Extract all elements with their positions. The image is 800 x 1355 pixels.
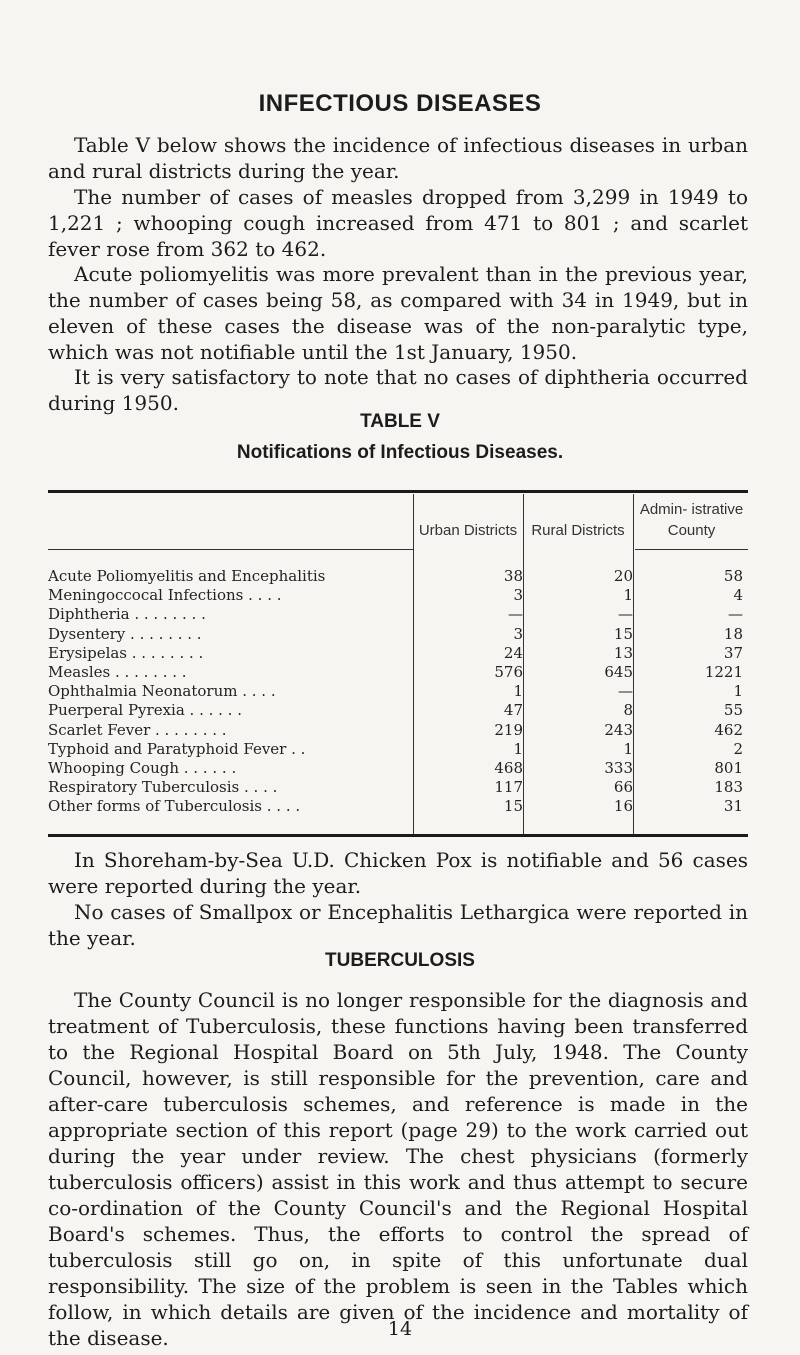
- column-header-county: Admin- istrative County: [639, 501, 744, 539]
- urban-value: 1: [513, 682, 523, 701]
- column-header-urban: Urban Districts: [418, 522, 518, 539]
- table-label: TABLE V: [360, 411, 440, 432]
- urban-value: —: [508, 605, 523, 624]
- rural-value: 13: [613, 643, 633, 662]
- disease-name: Erysipelas . . . . . . . .: [48, 643, 204, 662]
- after-paragraph-1: [48, 847, 748, 899]
- county-value: 462: [714, 720, 743, 739]
- disease-name: Respiratory Tuberculosis . . . .: [48, 778, 278, 797]
- urban-value: 576: [494, 663, 523, 681]
- intro-paragraph-1: [48, 132, 748, 184]
- rural-value: —: [618, 605, 633, 624]
- disease-name: Dysentery . . . . . . . .: [48, 624, 202, 643]
- urban-value: 15: [503, 797, 523, 816]
- urban-value: 219: [494, 720, 523, 739]
- county-value: 31: [723, 797, 743, 816]
- table-row: [48, 663, 748, 681]
- urban-value: 24: [503, 643, 523, 662]
- county-value: 18: [723, 624, 743, 643]
- disease-name: Acute Poliomyelitis and Encephalitis: [48, 567, 326, 585]
- table-row: [48, 605, 748, 623]
- disease-name: Scarlet Fever . . . . . . . .: [48, 720, 227, 739]
- rural-value: 16: [613, 797, 633, 816]
- urban-value: 47: [503, 701, 523, 720]
- disease-name: Puerperal Pyrexia . . . . . .: [48, 701, 242, 720]
- table-bottom-rule: [48, 834, 748, 837]
- rural-value: 66: [613, 778, 633, 797]
- table-row: [48, 701, 748, 719]
- table-row: [48, 721, 748, 739]
- table-row: [48, 644, 748, 662]
- table-row: [48, 759, 748, 777]
- rural-value: 15: [613, 624, 633, 643]
- table-row: [48, 567, 748, 585]
- rural-value: 243: [604, 720, 633, 739]
- disease-name: Meningoccocal Infections . . . .: [48, 586, 282, 605]
- rural-value: 20: [613, 567, 633, 585]
- rural-value: 8: [623, 701, 633, 720]
- tuberculosis-text: The County Council is no longer responsible for the diagnosis and treatment of Tuberculosis, these functions having been transferred to the Regional Hospital Board on 5th July, 1948. The County Council, however, is still responsible for the prevention, care and after-care tuberculosis schemes, and reference is made in the appropriate section of this report (page 29) to the work carried out during the year under review. The chest physicians (formerly tuberculosis officers) assist in this work and thus attempt to secure co-ordination of the County Council's and the Regional Hospital Board's schemes. Thus, the efforts to control the spread of tuberculosis still go on, in spite of this unfortunate dual responsibility. The size of the problem is seen in the Tables which follow, in which details are given of the incidence and mortality of the disease.: [48, 988, 748, 1350]
- intro-text-4: It is very satisfactory to note that no cases of diphtheria occurred during 1950.: [48, 365, 748, 415]
- page-number: 14: [387, 1318, 413, 1340]
- intro-text-2: The number of cases of measles dropped from 3,299 in 1949 to 1,221 ; whooping cough increased from 471 to 801 ; and scarlet fever rose from 362 to 462.: [48, 185, 748, 261]
- intro-text-3: Acute poliomyelitis was more prevalent than in the previous year, the number of cases being 58, as compared with 34 in 1949, but in eleven of these cases the disease was of the non-paralytic type, which was not notifiable until the 1st January, 1950.: [48, 262, 748, 364]
- urban-value: 468: [494, 759, 523, 777]
- table-row: [48, 740, 748, 758]
- county-value: —: [728, 605, 743, 624]
- county-value: 1: [733, 682, 743, 701]
- table-row: [48, 797, 748, 815]
- table-caption: Notifications of Infectious Diseases.: [236, 442, 564, 463]
- county-value: 1221: [704, 663, 743, 681]
- table-header-rule: [48, 549, 413, 550]
- urban-value: 1: [513, 739, 523, 758]
- rural-value: —: [618, 682, 633, 701]
- section-heading-tuberculosis: TUBERCULOSIS: [325, 950, 475, 971]
- urban-value: 38: [503, 567, 523, 585]
- county-value: 58: [723, 567, 743, 585]
- table-header-rule: [635, 549, 748, 550]
- rural-value: 1: [623, 586, 633, 605]
- page-title: INFECTIOUS DISEASES: [258, 90, 542, 117]
- disease-name: Ophthalmia Neonatorum . . . .: [48, 682, 276, 701]
- table-row: [48, 586, 748, 604]
- county-value: 183: [714, 778, 743, 797]
- after-paragraph-2: [48, 899, 748, 951]
- tuberculosis-paragraph: [48, 987, 748, 1351]
- table-row: [48, 682, 748, 700]
- intro-text-1: Table V below shows the incidence of infectious diseases in urban and rural districts during the year.: [48, 133, 748, 183]
- disease-name: Diphtheria . . . . . . . .: [48, 605, 206, 624]
- disease-name: Measles . . . . . . . .: [48, 663, 187, 681]
- column-header-rural: Rural Districts: [531, 522, 625, 539]
- rural-value: 333: [604, 759, 633, 777]
- county-value: 4: [733, 586, 743, 605]
- urban-value: 3: [513, 624, 523, 643]
- intro-paragraph-4: [48, 364, 748, 416]
- county-value: 37: [723, 643, 743, 662]
- county-value: 2: [733, 739, 743, 758]
- rural-value: 1: [623, 739, 633, 758]
- disease-name: Other forms of Tuberculosis . . . .: [48, 797, 301, 816]
- disease-name: Typhoid and Paratyphoid Fever . .: [48, 739, 306, 758]
- intro-paragraph-3: [48, 261, 748, 365]
- urban-value: 117: [494, 778, 523, 797]
- county-value: 801: [714, 759, 743, 777]
- rural-value: 645: [604, 663, 633, 681]
- intro-paragraph-2: [48, 184, 748, 262]
- county-value: 55: [723, 701, 743, 720]
- after-text-2: No cases of Smallpox or Encephalitis Lethargica were reported in the year.: [48, 900, 748, 950]
- disease-name: Whooping Cough . . . . . .: [48, 759, 237, 777]
- table-row: [48, 625, 748, 643]
- after-text-1: In Shoreham-by-Sea U.D. Chicken Pox is notifiable and 56 cases were reported during the year.: [48, 848, 748, 898]
- table-row: [48, 778, 748, 796]
- urban-value: 3: [513, 586, 523, 605]
